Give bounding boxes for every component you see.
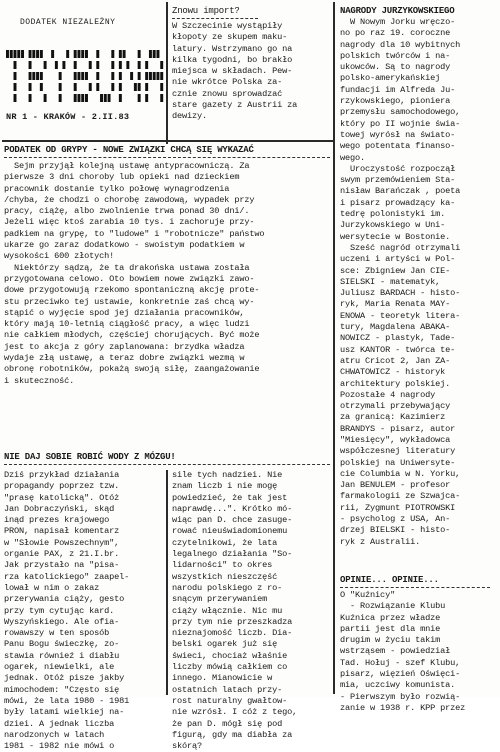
text-line: cznie znowu sprowadzać [172,88,283,99]
logo-block [81,94,84,102]
logo-block [55,61,58,69]
text-line: PRON, napisał komentarz [4,526,120,537]
text-line: tedrę polonistyki im. [340,209,446,220]
text-line: Jan Dobraczyński, skąd [4,503,115,514]
text-line: pracownik dostanie tylko połowę wynagrodzenia [4,183,230,194]
text-line: SIELSKI - matematyk, [340,276,441,287]
logo-block [134,83,137,91]
text-line: towej wyrósł na świato- [340,129,456,140]
text-line: pisarz, więzień Oświęci- [340,669,461,680]
logo-block [29,94,32,102]
logo-block [138,61,141,69]
logo-block [85,50,88,58]
text-line: wersytecie w Bostonie. [340,231,451,242]
text-line: Pozostałe 4 nagrody [340,389,436,400]
logo-block [145,94,148,102]
text-line: w "Słowie Powszechnym", [4,537,120,548]
text-line: obronę robotników, pokażą swoją siłę, zaangażowanie [4,364,260,375]
text-line: farmakologii ze Szwajca- [340,491,461,502]
logo-block [160,72,163,80]
logo-block [29,72,32,80]
logo-block [119,61,122,69]
text-line: rzykowskiego, pioniera [340,96,451,107]
logo-block [160,94,163,102]
logo-block [85,72,88,80]
text-line: Sześć nagród otrzymali [340,242,461,253]
logo-block [59,94,62,102]
text-line: snącym przerywaniem [172,594,268,605]
text-line: rza katolickiego" zaapel- [4,571,130,582]
text-line: Tad. Hołuj - szef Klubu, [340,657,461,668]
logo-block [21,50,24,58]
nie-daj-article [4,452,176,463]
text-line: dziei. A jednak liczba [4,718,115,729]
logo-block [40,72,43,80]
text-line: nisław Barańczak , poeta [340,186,461,197]
text-line: tury, Magdalena ABAKA- [340,322,451,333]
logo-block [29,83,32,91]
logo-block [145,61,148,69]
logo-block [89,61,92,69]
nagrody-body [340,17,460,548]
logo-block [14,50,17,58]
text-line: lidarności" to okres [172,560,273,571]
text-line: partii jest dla mnie [340,623,441,634]
text-line: swym przemówieniem Sta- [340,175,456,186]
logo-block [74,83,77,91]
text-line: wysokości 600 złotych! [4,251,115,262]
text-line: propagandy poprzez tzw. [4,481,120,492]
text-line: kłopoty ze skupem maku- [172,32,288,43]
opinie-heading: OPINIE... OPINIE... [340,575,439,585]
text-line: Jak przystało na "pisa- [4,560,120,571]
logo-block [156,72,159,80]
logo-block [17,50,20,58]
text-line: liczby mówią całkiem co [172,662,288,673]
text-line: wszystkich nieszczęść [172,571,278,582]
nie-daj-column-1 [4,470,129,752]
text-line: sile tych nadziei. Nie [172,470,283,480]
text-line: były latami wielkiej na- [4,707,125,718]
text-line: - Pierwszym było rozwią- [340,691,461,702]
text-line: Sejm przyjął kolejną ustawę antypracowniczą. Za [4,161,250,171]
text-line: dowe przygotowują rzekomo spontaniczną akcję prote- [4,285,260,296]
text-line: miejsca w składach. Pew- [172,66,293,77]
text-line: ryk, Maria Renata MAY- [340,299,451,310]
znowu-body [172,21,297,123]
text-line: wstrząsem - powiedział [340,646,451,657]
text-line: który po II wojnie świa- [340,118,461,129]
text-line: ostatnich latach przy- [172,684,283,695]
logo-block [111,83,114,91]
text-line: sce: Zbigniew Jan CIE- [340,265,451,276]
logo-block [126,61,129,69]
logo-block [119,72,122,80]
text-line: który mają 10-letnią ciągłość pracy, a więc ludzi [4,319,250,330]
text-line: usz KANTOR - twórca te- [340,344,456,355]
text-line: polskiej na Uniwersyte- [340,457,456,468]
text-line: otrzymali przebywający [340,401,451,412]
logo-block [160,83,163,91]
text-line: skórą? [172,741,203,752]
text-line: ryk z Australii. [340,536,421,547]
logo-block [111,61,114,69]
supplement-label: DODATEK NIEZALEŻNY [20,18,116,27]
logo-block [145,83,148,91]
logo-block [156,50,159,58]
text-line: W Nowym Jorku wręczo- [340,17,456,27]
text-line: CHWATOWICZ - historyk [340,367,446,378]
logo-block [85,94,88,102]
text-line: pierwsze 3 dni choroby lub opieki nad dzieckiem [4,172,240,183]
text-line: lował w nim o zakaz [4,582,100,593]
text-line: świeci, chociaż właśnie [172,650,288,661]
text-line: innego. Mianowicie w [172,673,273,684]
text-line: powiedzieć, że tak jest [172,492,288,503]
text-line: wego potentata finanso- [340,141,456,152]
text-line: figurą, gdy ma diabła za [172,729,293,740]
text-line: jednak. Otóż pisze jakby [4,673,125,684]
text-line: mia, uczciwy komunista. [340,680,456,691]
text-line: znam liczb i nie mogę [172,481,278,492]
logo-block [77,50,80,58]
logo-block [138,72,141,80]
text-line: padkiem na grypę, to "ludowe" i "robotnicze" państwo [4,228,265,239]
logo-block [36,50,39,58]
text-line: nieznajomość liczb. Dia- [172,628,293,639]
text-line: Jeżeli więc ktoś zarabia 10 tys. i zachoruje przy- [4,217,255,228]
logo-block [149,72,152,80]
logo-block [14,83,17,91]
podatek-heading: PODATEK OD GRYPY - NOWE ZWIĄZKI CHCĄ SIĘ WYKAZAĆ [4,145,254,155]
text-line: i pisarz prowadzący ka- [340,197,456,208]
logo-block [96,83,99,91]
logo-block [14,94,17,102]
nie-daj-heading: NIE DAJ SOBIE ROBIĆ WODY Z MÓZGU! [4,452,176,462]
text-line: W Szczecinie wystąpiły [172,21,283,31]
logo-block [62,61,65,69]
logo-block [51,50,54,58]
logo-block [138,50,141,58]
logo-block [14,72,17,80]
text-line: uczeni i artyści w Pol- [340,254,456,265]
text-line: nie całkiem młodych, częściej chorujących. Być może [4,330,260,341]
text-line: przerywania ciąży, gesto [4,594,125,605]
text-line: latury. Wstrzymano go na [172,43,293,54]
text-line: drzej BIELSKI - histo- [340,525,451,536]
text-line: polsko-amerykańskiej [340,73,441,84]
text-line: przy tym nie przeszkadza [172,616,293,627]
text-line: kilka tygodni, bo brakło [172,54,293,65]
logo-block [6,50,9,58]
logo-block [74,72,77,80]
logo-block [81,72,84,80]
logo-block [153,72,156,80]
logo-block [145,72,148,80]
text-line: czytelnikowi, że lata [172,537,278,548]
text-line: organie PAX, z 21.I.br. [4,549,120,560]
text-line: Kuźnica przez władze [340,612,441,623]
logo-block [29,61,32,69]
text-line: jest to akcja z góry zaplanowana: brzydka władza [4,341,245,352]
logo-block [96,61,99,69]
text-line: przygotowana celowo. Oto bowiem nowe związki zawo- [4,273,255,284]
podatek-article [4,145,264,387]
logo-block [59,83,62,91]
text-line: "prasę katolicką". Otóż [4,492,120,503]
text-line: rost naturalny gwałtow- [172,695,288,706]
text-line: - Rozwiązanie Klubu [340,601,446,612]
text-line: Wyszyńskiego. Ale ofia- [4,616,120,627]
text-line: "Miesięcy", wykładowca [340,434,451,445]
text-line: legalnego działania "So- [172,549,293,560]
text-line: stare gazety z Austrii za [172,100,298,111]
logo-block [74,94,77,102]
nagrody-heading: NAGRODY JURZYKOWSKIEGO [340,6,455,16]
logo-block [40,50,43,58]
logo-block [108,94,111,102]
masthead [6,18,164,110]
logo-block [77,72,80,80]
text-line: Jurzykowskiego w Uni- [340,220,446,231]
text-line: ENOWA - teoretyk litera- [340,310,461,321]
logo-block [138,83,141,91]
logo-block [96,50,99,58]
text-line: belski ogarek już się [172,639,278,650]
text-line: fundacji im Alfreda Ju- [340,84,456,95]
text-line: Jan BENULEM - profesor [340,480,451,491]
text-line: rowawszy w ten sposób [4,628,110,639]
text-line: nie wzrósł. I cóż z tego, [172,707,298,718]
text-line: ukarze go zaraz dodatkowo - swoistym podatkiem w [4,240,245,251]
nie-daj-column-2 [172,470,297,752]
text-line: ukowców. Są to nagrody [340,62,451,73]
logo-block [14,61,17,69]
text-line: atru Cricot 2, Jan ZA- [340,355,451,366]
logo-block [100,94,103,102]
logo-block [111,72,114,80]
logo-block [153,50,156,58]
text-line: O "Kuźnicy" [340,590,396,600]
logo-block [59,72,62,80]
text-line: przy tym cytując kard. [4,605,115,616]
logo-block [81,50,84,58]
text-line: narodu polskiego z ro- [172,582,283,593]
podatek-body [4,161,264,387]
text-line: stawia równieź i diabłu [4,650,120,661]
text-line: polskich twórców i na- [340,50,451,61]
text-line: no po raz 19. coroczne [340,28,451,39]
text-line: mówi, że lata 1980 - 1981 [4,695,130,706]
logo-block [160,61,163,69]
text-line: za granicą: Kazimierz [340,412,446,423]
text-line: współczesnej literatury [340,446,456,457]
logo-block [10,50,13,58]
text-line: BRANDYS - pisarz, autor [340,423,456,434]
logo-block [130,72,133,80]
text-line: NOWICZ - plastyk, Tade- [340,333,456,344]
logo-block [44,61,47,69]
text-line: inąd prezes krajowego [4,515,110,526]
logo-block [74,50,77,58]
logo-block [32,50,35,58]
issue-line: NR 1 - KRAKÓW - 2.II.83 [6,112,130,122]
text-line: i skuteczność. [4,375,75,386]
text-line: wiąc pan D. chce zasuge- [172,515,293,526]
logo-block [89,83,92,91]
text-line: pracy, ciążę, albo zwolnienie trwa ponad 30 dni/. [4,206,250,217]
text-line: drugim w życiu takim [340,635,441,646]
logo-block [96,72,99,80]
logo-block [77,94,80,102]
text-line: rii, Zygmunt PIOTROWSKI [340,502,456,513]
text-line: Niektórzy sądzą, że ta drakońska ustawa została [4,262,250,273]
text-line: ogarek, niewielki, ale [4,662,115,673]
text-line: mimochodem: "Często się [4,684,120,695]
text-line: Dziś przykład działania [4,470,120,480]
text-line: stu przeciwko tej ustawie, konkretnie zaś chcą wy- [4,296,255,307]
logo-block [40,83,43,91]
text-line: ciąży włącznie. Nic mu [172,605,283,616]
logo-block [119,83,122,91]
opinie-article [340,575,465,714]
logo-block [66,50,69,58]
logo-block [29,50,32,58]
logo-block [44,94,47,102]
logo-block [74,61,77,69]
text-line: /chyba, że chodzi o chorobę zawodową, wypadek przy [4,194,255,205]
logo-block [32,72,35,80]
text-line: dewizy. [172,111,208,122]
text-line: wego. [340,152,366,163]
znowu-import-article [172,6,297,123]
logo-block [104,94,107,102]
logo-block [119,94,122,102]
text-line: nie wkrótce Polska za- [172,77,283,88]
logo-block [111,50,114,58]
text-line: rować nieuświadomionemu [172,526,288,537]
opinie-body [340,590,465,714]
text-line: Panu Bogu świeczkę, zo- [4,639,120,650]
text-line: Uroczystość rozpoczął [340,163,456,174]
text-line: przemysłu samochodowego, [340,107,461,118]
logo-block [36,72,39,80]
logo-block [149,50,152,58]
text-line: że pan D. mógł się pod [172,718,283,729]
logo-block [119,50,122,58]
logo-block [138,94,141,102]
text-line: zanie w 1938 r. KPP przez [340,702,466,713]
text-line: naprawdę...". Krótko mó- [172,503,293,514]
text-line: - psycholog z USA, An- [340,514,451,525]
znowu-heading: Znowu import? [172,6,240,16]
text-line: wydaje złą ustawę, a teraz dobre związki wezmą w [4,353,245,364]
text-line: stąpić o wyjęcie spod jej działania pracowników, [4,307,245,318]
masthead-logo [6,46,164,112]
text-line: narodzonych w latach [4,729,105,740]
nagrody-article [340,6,460,548]
text-line: Juliusz BARDACH - histo- [340,288,461,299]
text-line: nagrody dla 10 wybitnych [340,39,461,50]
logo-block [123,50,126,58]
text-line: architektury polskiej. [340,378,451,389]
text-line: cie Columbia w N. Yorku, [340,468,461,479]
text-line: 1981 - 1982 nie mówi o [4,741,115,752]
